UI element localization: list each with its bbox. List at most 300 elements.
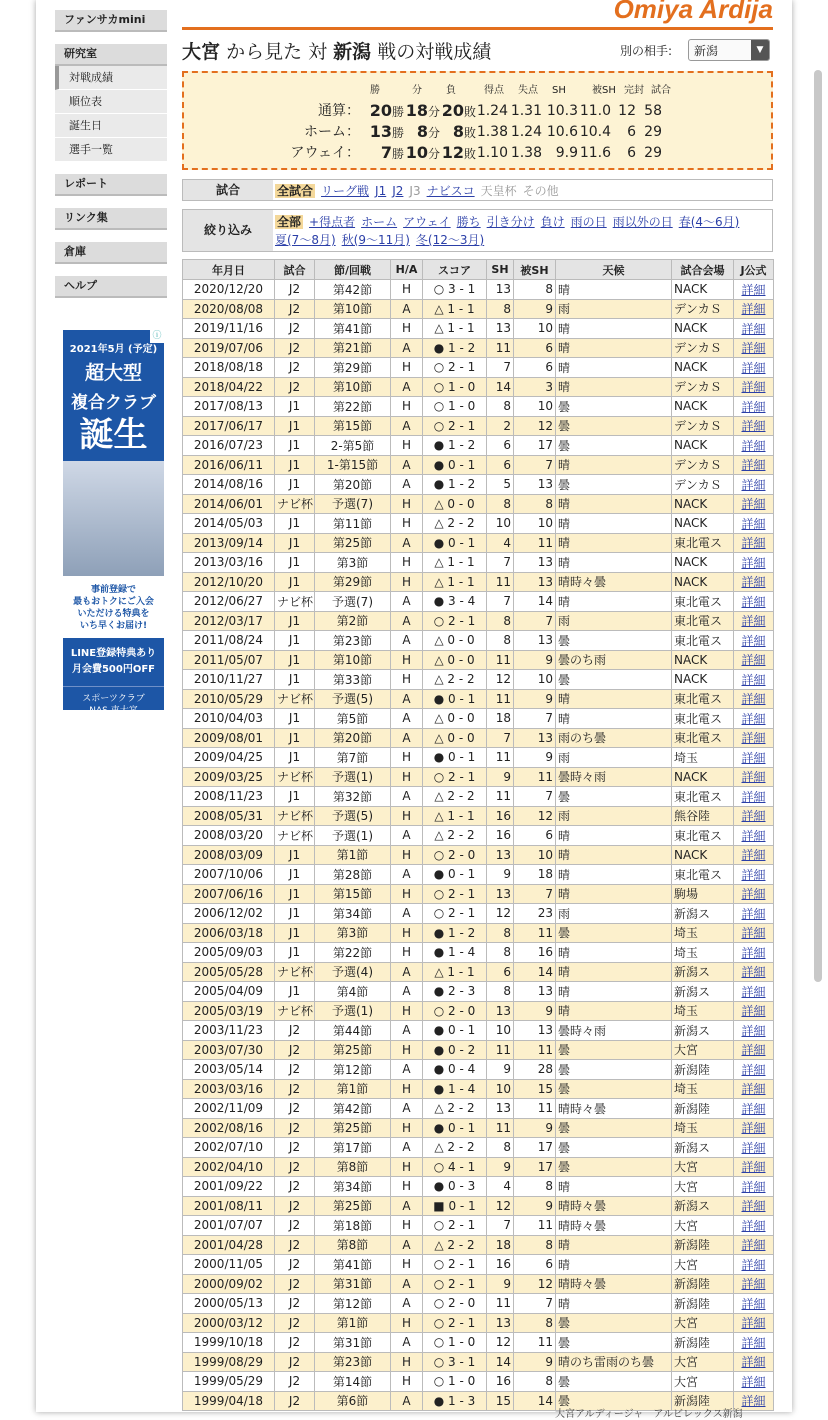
table-cell: H bbox=[391, 1255, 423, 1275]
detail-link[interactable]: 詳細 bbox=[741, 731, 766, 746]
detail-link[interactable]: 詳細 bbox=[741, 848, 766, 863]
filter-narrow-link[interactable]: ホーム bbox=[361, 215, 398, 229]
table-cell: 14 bbox=[487, 1352, 514, 1372]
table-cell: 13 bbox=[487, 845, 514, 865]
detail-link[interactable]: 詳細 bbox=[741, 1257, 766, 1272]
detail-link[interactable]: 詳細 bbox=[741, 516, 766, 531]
table-cell: J2 bbox=[275, 338, 315, 358]
table-cell: 15 bbox=[514, 1079, 556, 1099]
table-cell: 8 bbox=[487, 1138, 514, 1158]
table-cell: △ 1 - 1 bbox=[423, 319, 487, 339]
table-cell: 6 bbox=[514, 338, 556, 358]
table-cell: J1 bbox=[275, 533, 315, 553]
detail-link[interactable]: 詳細 bbox=[741, 867, 766, 882]
table-cell bbox=[734, 670, 774, 690]
table-cell: 曇時々雨 bbox=[556, 1021, 672, 1041]
table-cell: 13 bbox=[514, 982, 556, 1002]
detail-link[interactable]: 詳細 bbox=[741, 321, 766, 336]
table-row bbox=[183, 1196, 774, 1216]
table-row bbox=[183, 1060, 774, 1080]
table-cell: 埼玉 bbox=[672, 923, 734, 943]
table-cell bbox=[734, 299, 774, 319]
table-cell: H bbox=[391, 884, 423, 904]
table-cell bbox=[734, 787, 774, 807]
detail-link[interactable]: 詳細 bbox=[741, 477, 766, 492]
detail-link[interactable]: 詳細 bbox=[741, 692, 766, 707]
table-cell: △ 0 - 0 bbox=[423, 728, 487, 748]
table-cell bbox=[734, 1352, 774, 1372]
table-cell: J1 bbox=[275, 845, 315, 865]
ad-white-box bbox=[63, 576, 164, 638]
detail-link[interactable]: 詳細 bbox=[741, 653, 766, 668]
detail-link[interactable]: 詳細 bbox=[741, 1160, 766, 1175]
ad-line1: 2021年5月 (予定) bbox=[69, 344, 158, 355]
detail-link[interactable]: 詳細 bbox=[741, 1238, 766, 1253]
detail-link[interactable]: 詳細 bbox=[741, 789, 766, 804]
filter-narrow-link[interactable]: 引き分け bbox=[486, 215, 535, 229]
detail-link[interactable]: 詳細 bbox=[741, 536, 766, 551]
detail-link[interactable]: 詳細 bbox=[741, 1082, 766, 1097]
table-cell: 9 bbox=[487, 767, 514, 787]
detail-link[interactable]: 詳細 bbox=[741, 1316, 766, 1331]
table-cell: 第3節 bbox=[315, 923, 391, 943]
table-row bbox=[183, 865, 774, 885]
table-cell: H bbox=[391, 572, 423, 592]
filter-match-disabled: J3 bbox=[409, 184, 421, 198]
detail-link[interactable]: 詳細 bbox=[741, 1374, 766, 1389]
detail-link[interactable]: 詳細 bbox=[741, 282, 766, 297]
detail-link[interactable]: 詳細 bbox=[741, 1140, 766, 1155]
table-cell: 第42節 bbox=[315, 1099, 391, 1119]
table-cell: 18 bbox=[487, 709, 514, 729]
ad-choices-icon[interactable]: ⓘ bbox=[150, 330, 164, 343]
table-cell: 予選(1) bbox=[315, 767, 391, 787]
table-cell: △ 1 - 1 bbox=[423, 806, 487, 826]
table-cell: 第20節 bbox=[315, 728, 391, 748]
table-cell: 2012/06/27 bbox=[183, 592, 275, 612]
table-cell: △ 2 - 2 bbox=[423, 1138, 487, 1158]
scrollbar[interactable] bbox=[814, 70, 822, 982]
table-cell: 第1節 bbox=[315, 845, 391, 865]
sidebar-item-birthdays[interactable]: 誕生日 bbox=[55, 114, 167, 138]
narrow-filter-options bbox=[275, 213, 770, 249]
sidebar-help[interactable]: ヘルプ bbox=[55, 276, 167, 298]
table-cell: 新潟陸 bbox=[672, 1294, 734, 1314]
opponent-select[interactable] bbox=[688, 39, 770, 61]
table-cell: △ 2 - 2 bbox=[423, 826, 487, 846]
table-row bbox=[183, 1352, 774, 1372]
table-cell: 10 bbox=[514, 397, 556, 417]
filter-match-link[interactable]: J2 bbox=[392, 184, 404, 198]
summary-wdl-item bbox=[364, 122, 404, 143]
table-cell bbox=[734, 1001, 774, 1021]
table-row bbox=[183, 689, 774, 709]
table-cell: 8 bbox=[487, 397, 514, 417]
summary-count: 8 bbox=[416, 122, 428, 141]
detail-link[interactable]: 詳細 bbox=[741, 1335, 766, 1350]
summary-count: 8 bbox=[452, 122, 464, 141]
detail-link[interactable]: 詳細 bbox=[741, 1277, 766, 1292]
detail-link[interactable]: 詳細 bbox=[741, 1023, 766, 1038]
table-cell bbox=[734, 494, 774, 514]
detail-link[interactable]: 詳細 bbox=[741, 1004, 766, 1019]
table-cell: 大宮 bbox=[672, 1040, 734, 1060]
table-cell: 11 bbox=[487, 787, 514, 807]
detail-link[interactable]: 詳細 bbox=[741, 1101, 766, 1116]
table-cell bbox=[734, 397, 774, 417]
column-header: 年月日 bbox=[183, 260, 275, 280]
results-table bbox=[182, 259, 774, 1411]
table-cell bbox=[734, 1333, 774, 1353]
table-cell: 第5節 bbox=[315, 709, 391, 729]
table-cell bbox=[734, 572, 774, 592]
table-cell: ● 0 - 1 bbox=[423, 455, 487, 475]
sidebar-item-players[interactable]: 選手一覧 bbox=[55, 138, 167, 162]
detail-link[interactable]: 詳細 bbox=[741, 809, 766, 824]
detail-link[interactable]: 詳細 bbox=[741, 770, 766, 785]
table-cell: 東北電ス bbox=[672, 611, 734, 631]
table-cell: 11 bbox=[487, 1040, 514, 1060]
table-cell: 晴 bbox=[556, 494, 672, 514]
table-cell: ○ 2 - 1 bbox=[423, 358, 487, 378]
table-cell: J1 bbox=[275, 572, 315, 592]
filter-narrow-link[interactable]: +得点者 bbox=[309, 215, 356, 229]
table-cell: ● 2 - 3 bbox=[423, 982, 487, 1002]
detail-link[interactable]: 詳細 bbox=[741, 458, 766, 473]
table-cell: 2002/11/09 bbox=[183, 1099, 275, 1119]
ad-white-line: 事前登録で bbox=[90, 585, 136, 595]
detail-link[interactable]: 詳細 bbox=[741, 341, 766, 356]
table-cell: NACK bbox=[672, 397, 734, 417]
table-cell: J2 bbox=[275, 1021, 315, 1041]
detail-link[interactable]: 詳細 bbox=[741, 1218, 766, 1233]
table-cell: 18 bbox=[487, 1235, 514, 1255]
detail-link[interactable]: 詳細 bbox=[741, 1355, 766, 1370]
table-cell: 大宮 bbox=[672, 1313, 734, 1333]
detail-link[interactable]: 詳細 bbox=[741, 828, 766, 843]
table-cell: 16 bbox=[487, 1372, 514, 1392]
table-row bbox=[183, 806, 774, 826]
table-cell: 11 bbox=[487, 689, 514, 709]
detail-link[interactable]: 詳細 bbox=[741, 1179, 766, 1194]
summary-unit: 敗 bbox=[463, 147, 476, 161]
detail-link[interactable]: 詳細 bbox=[741, 497, 766, 512]
table-row bbox=[183, 338, 774, 358]
summary-label: アウェイ： bbox=[290, 145, 360, 161]
table-cell: 雨のち曇 bbox=[556, 728, 672, 748]
detail-link[interactable]: 詳細 bbox=[741, 711, 766, 726]
table-cell: 2007/06/16 bbox=[183, 884, 275, 904]
table-cell: ナビ杯 bbox=[275, 1001, 315, 1021]
table-cell: A bbox=[391, 1060, 423, 1080]
table-cell: △ 0 - 0 bbox=[423, 709, 487, 729]
detail-link[interactable]: 詳細 bbox=[741, 1199, 766, 1214]
table-cell: 第32節 bbox=[315, 787, 391, 807]
table-cell: H bbox=[391, 280, 423, 300]
column-header: J公式 bbox=[734, 260, 774, 280]
ad-white-line: いち早くお届け! bbox=[79, 621, 148, 631]
table-cell bbox=[734, 533, 774, 553]
table-cell bbox=[734, 982, 774, 1002]
summary-count: 7 bbox=[380, 143, 392, 162]
summary-wdl-item bbox=[440, 101, 476, 122]
table-cell: 17 bbox=[514, 1138, 556, 1158]
table-cell bbox=[734, 475, 774, 495]
site-logo[interactable]: Omiya Ardija bbox=[613, 0, 773, 24]
filter-narrow-link[interactable]: 雨の日 bbox=[570, 215, 607, 229]
table-cell: 9 bbox=[487, 1274, 514, 1294]
table-cell: 7 bbox=[514, 611, 556, 631]
detail-link[interactable]: 詳細 bbox=[741, 1062, 766, 1077]
table-cell: 16 bbox=[487, 1255, 514, 1275]
table-cell: 第22節 bbox=[315, 397, 391, 417]
table-cell: 13 bbox=[487, 280, 514, 300]
table-cell: 第14節 bbox=[315, 1372, 391, 1392]
summary-unit: 勝 bbox=[391, 105, 404, 119]
detail-link[interactable]: 詳細 bbox=[741, 984, 766, 999]
detail-link[interactable]: 詳細 bbox=[741, 360, 766, 375]
detail-link[interactable]: 詳細 bbox=[741, 906, 766, 921]
ad-club-line: NAS 東大宮 bbox=[89, 706, 138, 716]
table-cell: NACK bbox=[672, 280, 734, 300]
chevron-down-icon[interactable]: ▼ bbox=[751, 40, 769, 60]
table-cell: 2013/09/14 bbox=[183, 533, 275, 553]
detail-link[interactable]: 詳細 bbox=[741, 399, 766, 414]
table-row bbox=[183, 1138, 774, 1158]
table-cell: 晴時々曇 bbox=[556, 1274, 672, 1294]
filter-narrow-link[interactable]: 秋(9〜11月) bbox=[341, 233, 410, 247]
table-cell: 曇 bbox=[556, 1391, 672, 1411]
detail-link[interactable]: 詳細 bbox=[741, 965, 766, 980]
table-cell: △ 2 - 2 bbox=[423, 670, 487, 690]
filter-narrow-link[interactable]: アウェイ bbox=[403, 215, 451, 229]
sidebar-research-head[interactable]: 研究室 bbox=[55, 44, 167, 66]
summary-row bbox=[184, 101, 771, 121]
table-cell: 晴 bbox=[556, 514, 672, 534]
table-cell: J2 bbox=[275, 1235, 315, 1255]
table-cell: H bbox=[391, 436, 423, 456]
table-row bbox=[183, 767, 774, 787]
table-cell: 2014/06/01 bbox=[183, 494, 275, 514]
table-cell: J1 bbox=[275, 631, 315, 651]
table-cell: 曇 bbox=[556, 1079, 672, 1099]
detail-link[interactable]: 詳細 bbox=[741, 419, 766, 434]
table-cell: A bbox=[391, 1021, 423, 1041]
sidebar-report[interactable]: レポート bbox=[55, 174, 167, 196]
table-cell: H bbox=[391, 1177, 423, 1197]
detail-link[interactable]: 詳細 bbox=[741, 302, 766, 317]
table-cell: H bbox=[391, 1216, 423, 1236]
table-cell: 第25節 bbox=[315, 533, 391, 553]
table-cell: 予選(5) bbox=[315, 689, 391, 709]
detail-link[interactable]: 詳細 bbox=[741, 1394, 766, 1409]
table-cell: ● 0 - 1 bbox=[423, 748, 487, 768]
table-cell: ● 0 - 1 bbox=[423, 689, 487, 709]
table-cell: 8 bbox=[487, 299, 514, 319]
table-cell: 2012/03/17 bbox=[183, 611, 275, 631]
filter-narrow-link[interactable]: 冬(12〜3月) bbox=[415, 233, 485, 247]
table-cell: ● 0 - 3 bbox=[423, 1177, 487, 1197]
table-cell bbox=[734, 806, 774, 826]
table-cell: デンカＳ bbox=[672, 455, 734, 475]
table-cell: 曇 bbox=[556, 475, 672, 495]
detail-link[interactable]: 詳細 bbox=[741, 555, 766, 570]
table-cell: 2003/11/23 bbox=[183, 1021, 275, 1041]
table-cell: 2002/04/10 bbox=[183, 1157, 275, 1177]
table-cell: 予選(5) bbox=[315, 806, 391, 826]
table-cell: H bbox=[391, 767, 423, 787]
advertisement-banner[interactable] bbox=[63, 330, 164, 728]
table-cell: 晴 bbox=[556, 592, 672, 612]
table-cell: △ 2 - 2 bbox=[423, 1099, 487, 1119]
filter-match-link[interactable]: リーグ戦 bbox=[321, 184, 370, 198]
detail-link[interactable]: 詳細 bbox=[741, 750, 766, 765]
table-cell bbox=[734, 826, 774, 846]
table-cell: 晴 bbox=[556, 319, 672, 339]
table-cell: A bbox=[391, 338, 423, 358]
table-row bbox=[183, 319, 774, 339]
table-row bbox=[183, 553, 774, 573]
table-cell bbox=[734, 319, 774, 339]
table-cell: H bbox=[391, 553, 423, 573]
summary-wdl-item bbox=[440, 143, 476, 164]
table-cell: 2-第5節 bbox=[315, 436, 391, 456]
table-cell: J2 bbox=[275, 1060, 315, 1080]
table-cell: ● 0 - 1 bbox=[423, 533, 487, 553]
filter-narrow-link[interactable]: 勝ち bbox=[456, 215, 481, 229]
detail-link[interactable]: 詳細 bbox=[741, 633, 766, 648]
sidebar-item-head-to-head[interactable]: 対戦成績 bbox=[55, 66, 167, 90]
table-cell: A bbox=[391, 1235, 423, 1255]
summary-header-7: 完封 bbox=[624, 85, 644, 96]
detail-link[interactable]: 詳細 bbox=[741, 945, 766, 960]
table-cell: ● 1 - 2 bbox=[423, 436, 487, 456]
table-cell: 曇時々雨 bbox=[556, 767, 672, 787]
filter-match-link[interactable]: J1 bbox=[375, 184, 387, 198]
table-cell: 11 bbox=[487, 572, 514, 592]
sidebar bbox=[55, 10, 167, 310]
table-row bbox=[183, 748, 774, 768]
detail-link[interactable]: 詳細 bbox=[741, 1043, 766, 1058]
table-cell: A bbox=[391, 416, 423, 436]
filter-narrow-all[interactable]: 全部 bbox=[277, 215, 302, 229]
table-cell: 9 bbox=[514, 1118, 556, 1138]
table-cell: 10 bbox=[514, 845, 556, 865]
table-cell: 第44節 bbox=[315, 1021, 391, 1041]
detail-link[interactable]: 詳細 bbox=[741, 672, 766, 687]
table-cell: 第15節 bbox=[315, 884, 391, 904]
table-cell: 10 bbox=[514, 319, 556, 339]
table-cell bbox=[734, 689, 774, 709]
table-cell: 新潟ス bbox=[672, 962, 734, 982]
table-cell: H bbox=[391, 923, 423, 943]
filter-all-matches[interactable]: 全試合 bbox=[277, 184, 314, 198]
summary-shots: 10.3 bbox=[546, 103, 578, 119]
table-cell bbox=[734, 377, 774, 397]
table-cell: J2 bbox=[275, 377, 315, 397]
table-cell: 東北電ス bbox=[672, 533, 734, 553]
table-cell: J1 bbox=[275, 475, 315, 495]
sidebar-links[interactable]: リンク集 bbox=[55, 208, 167, 230]
table-cell: 9 bbox=[514, 1196, 556, 1216]
filter-narrow-link[interactable]: 雨以外の日 bbox=[612, 215, 673, 229]
filter-match-link[interactable]: ナビスコ bbox=[426, 184, 475, 198]
table-cell: 6 bbox=[514, 1255, 556, 1275]
table-cell: 第22節 bbox=[315, 943, 391, 963]
detail-link[interactable]: 詳細 bbox=[741, 380, 766, 395]
table-cell: 16 bbox=[514, 943, 556, 963]
table-cell: J2 bbox=[275, 1138, 315, 1158]
table-cell: 曇 bbox=[556, 923, 672, 943]
sidebar-item-standings[interactable]: 順位表 bbox=[55, 90, 167, 114]
table-cell: 新潟ス bbox=[672, 1138, 734, 1158]
filter-narrow-link[interactable]: 負け bbox=[540, 215, 565, 229]
detail-link[interactable]: 詳細 bbox=[741, 614, 766, 629]
table-cell: ○ 2 - 1 bbox=[423, 767, 487, 787]
table-cell bbox=[734, 631, 774, 651]
table-cell: ● 1 - 2 bbox=[423, 923, 487, 943]
table-cell: 23 bbox=[514, 904, 556, 924]
table-cell: ナビ杯 bbox=[275, 689, 315, 709]
table-cell: 10 bbox=[487, 1079, 514, 1099]
table-cell: △ 2 - 2 bbox=[423, 514, 487, 534]
summary-unit: 勝 bbox=[391, 126, 404, 140]
table-cell: 曇 bbox=[556, 787, 672, 807]
table-cell: 6 bbox=[487, 436, 514, 456]
summary-header-1: 分 bbox=[412, 85, 422, 96]
filter-narrow-link[interactable]: 夏(7〜8月) bbox=[275, 233, 336, 247]
detail-link[interactable]: 詳細 bbox=[741, 1121, 766, 1136]
detail-link[interactable]: 詳細 bbox=[741, 575, 766, 590]
table-cell: 2003/03/16 bbox=[183, 1079, 275, 1099]
table-cell: 16 bbox=[487, 826, 514, 846]
table-cell: 晴 bbox=[556, 533, 672, 553]
sidebar-storage[interactable]: 倉庫 bbox=[55, 242, 167, 264]
sidebar-fansaka-mini[interactable]: ファンサカmini bbox=[55, 10, 167, 32]
summary-goals-against: 1.31 bbox=[510, 103, 542, 119]
table-cell: 4 bbox=[487, 1177, 514, 1197]
table-cell: J2 bbox=[275, 1352, 315, 1372]
detail-link[interactable]: 詳細 bbox=[741, 594, 766, 609]
table-cell: 晴 bbox=[556, 845, 672, 865]
table-cell: 12 bbox=[514, 416, 556, 436]
table-cell: 8 bbox=[487, 982, 514, 1002]
table-cell: ナビ杯 bbox=[275, 592, 315, 612]
table-cell: 11 bbox=[487, 338, 514, 358]
table-cell bbox=[734, 1313, 774, 1333]
table-cell: 14 bbox=[514, 962, 556, 982]
table-cell: △ 0 - 0 bbox=[423, 494, 487, 514]
table-cell: 12 bbox=[487, 1196, 514, 1216]
table-cell: 13 bbox=[514, 1021, 556, 1041]
table-cell: A bbox=[391, 689, 423, 709]
table-cell: 2008/11/23 bbox=[183, 787, 275, 807]
table-cell: A bbox=[391, 982, 423, 1002]
table-cell bbox=[734, 592, 774, 612]
table-cell: H bbox=[391, 1313, 423, 1333]
detail-link[interactable]: 詳細 bbox=[741, 438, 766, 453]
filter-match-disabled: 天皇杯 bbox=[480, 184, 517, 198]
detail-link[interactable]: 詳細 bbox=[741, 926, 766, 941]
filter-narrow-link[interactable]: 春(4〜6月) bbox=[678, 215, 740, 229]
table-row bbox=[183, 904, 774, 924]
summary-goals-for: 1.24 bbox=[476, 103, 508, 119]
detail-link[interactable]: 詳細 bbox=[741, 887, 766, 902]
detail-link[interactable]: 詳細 bbox=[741, 1296, 766, 1311]
table-cell: 第10節 bbox=[315, 650, 391, 670]
table-cell: 埼玉 bbox=[672, 1118, 734, 1138]
summary-goals-for: 1.38 bbox=[476, 124, 508, 140]
